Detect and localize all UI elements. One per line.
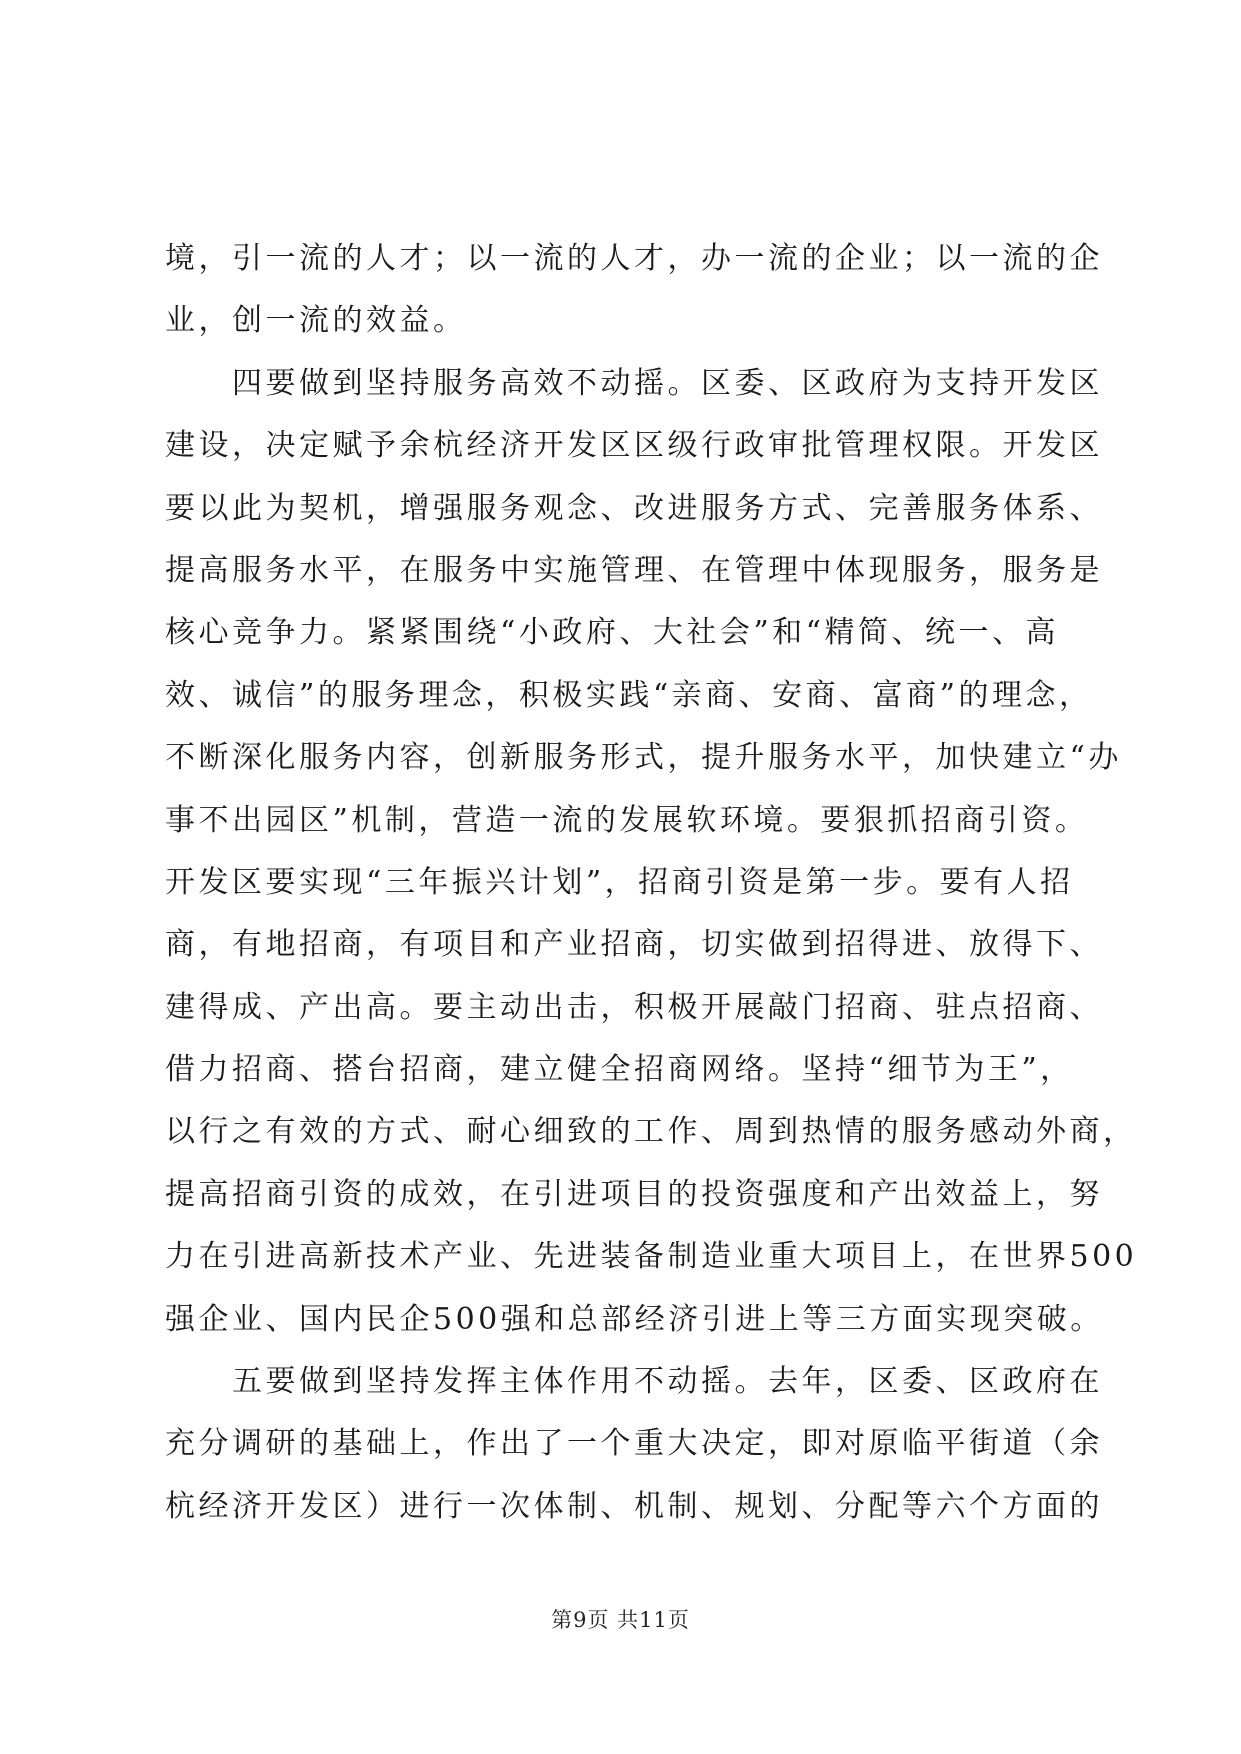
text-line: 四要做到坚持服务高效不动摇。区委、区政府为支持开发区: [165, 365, 1103, 401]
text-line: 核心竞争力。紧紧围绕“小政府、大社会”和“精简、统一、高: [165, 615, 1060, 651]
document-body: [165, 228, 1138, 1538]
text-line: 提高招商引资的成效，在引进项目的投资强度和产出效益上，努: [165, 1176, 1103, 1212]
text-line: 开发区要实现“三年振兴计划”，招商引资是第一步。要有人招: [165, 864, 1074, 900]
text-line: 借力招商、搭台招商，建立健全招商网络。坚持“细节为王”，: [165, 1052, 1074, 1088]
text-line: 建得成、产出高。要主动出击，积极开展敲门招商、驻点招商、: [165, 989, 1103, 1025]
page-number-footer: 第9页 共11页: [551, 1608, 690, 1632]
text-line: 业，创一流的效益。: [165, 303, 467, 339]
text-line: 要以此为契机，增强服务观念、改进服务方式、完善服务体系、: [165, 490, 1103, 526]
text-line: 境，引一流的人才；以一流的人才，办一流的企业；以一流的企: [165, 241, 1103, 276]
text-line: 商，有地招商，有项目和产业招商，切实做到招得进、放得下、: [165, 927, 1103, 963]
text-line: 五要做到坚持发挥主体作用不动摇。去年，区委、区政府在: [165, 1364, 1103, 1400]
text-line: 以行之有效的方式、耐心细致的工作、周到热情的服务感动外商，: [165, 1114, 1137, 1150]
text-line: 建设，决定赋予余杭经济开发区区级行政审批管理权限。开发区: [165, 428, 1103, 464]
text-line: 强企业、国内民企500强和总部经济引进上等三方面实现突破。: [165, 1301, 1104, 1337]
text-line: 不断深化服务内容，创新服务形式，提升服务水平，加快建立“办: [165, 740, 1122, 776]
text-line: 充分调研的基础上，作出了一个重大决定，即对原临平街道（余: [165, 1426, 1103, 1462]
text-line: 提高服务水平，在服务中实施管理、在管理中体现服务，服务是: [165, 552, 1103, 588]
text-line: 效、诚信”的服务理念，积极实践“亲商、安商、富商”的理念，: [165, 677, 1093, 713]
text-line: 事不出园区”机制，营造一流的发展软环境。要狠抓招商引资。: [165, 802, 1089, 838]
text-line: 杭经济开发区）进行一次体制、机制、规划、分配等六个方面的: [165, 1488, 1103, 1524]
text-line: 力在引进高新技术产业、先进装备制造业重大项目上，在世界500: [165, 1239, 1138, 1275]
